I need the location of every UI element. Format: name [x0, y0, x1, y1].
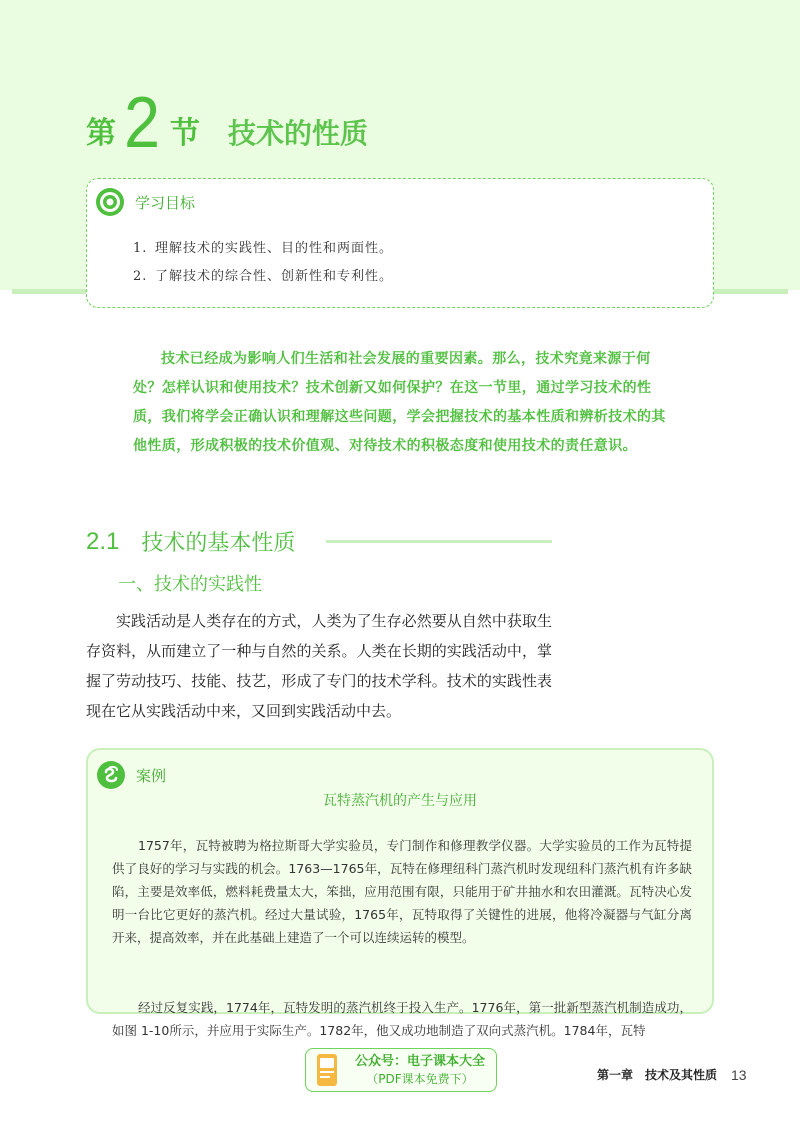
learning-goals-list — [133, 235, 393, 291]
chapter-number: 2 — [124, 83, 161, 163]
page-footer — [597, 1066, 747, 1083]
subsection-heading: 一、技术的实践性 — [118, 574, 262, 595]
section-number: 2.1 — [86, 527, 120, 555]
list-item-number: 1. — [133, 241, 148, 256]
badge-text — [346, 1053, 494, 1087]
case-title: 瓦特蒸汽机的产生与应用 — [323, 793, 477, 809]
book-icon — [316, 1053, 338, 1087]
list-item — [133, 263, 393, 291]
intro-paragraph: 技术已经成为影响人们生活和社会发展的重要因素。那么，技术究竟来源于何处？怎样认识和使用技术？技术创新又如何保护？在这一节里，通过学习技术的性质，我们将学会正确认识和理解这些问题，学会把握技术的基本性质和辨析技术的其他性质，形成积极的技术价值观、对待技术的积极态度和使用技术的责任意识。 — [133, 351, 666, 454]
chapter-suffix: 节 — [170, 116, 201, 151]
list-item-number: 2. — [133, 269, 148, 284]
section-title: 技术的基本性质 — [141, 531, 296, 556]
chapter-name: 技术的性质 — [228, 117, 369, 150]
learning-goals-header — [95, 187, 195, 217]
case-paragraph: 经过反复实践，1774年，瓦特发明的蒸汽机终于投入生产。1776年，第一批新型蒸汽机制造成功，如图 1-10所示，并应用于实际生产。1782年，他又成功地制造了双向式蒸汽机。1784年，瓦特 — [112, 1000, 692, 1038]
body-paragraph: 实践活动是人类存在的方式，人类为了生存必然要从自然中获取生存资料，从而建立了一种与自然的关系。人类在长期的实践活动中，掌握了劳动技巧、技能、技艺，形成了专门的技术学科。技术的实践性表现在它从实践活动中来，又回到实践活动中去。 — [86, 612, 552, 720]
section-heading — [86, 526, 295, 557]
case-header — [96, 760, 166, 790]
badge-line-2: （PDF课本免费下） — [366, 1072, 474, 1086]
case-box — [86, 748, 714, 1038]
case-label: 案例 — [136, 766, 167, 785]
watermark-badge — [305, 1048, 497, 1092]
case-paragraph: 1757年，瓦特被聘为格拉斯哥大学实验员，专门制作和修理教学仪器。大学实验员的工作为瓦特提供了良好的学习与实践的机会。1763—1765年，瓦特在修理纽科门蒸汽机时发现纽科门蒸汽机有许多缺陷，主要是效率低，燃料耗费量太大，笨拙，应用范围有限，只能用于矿井抽水和农田灌溉。瓦特决心发明一台比它更好的蒸汽机。经过大量试验，1765年，瓦特取得了关键性的进展，他将冷凝器与气缸分离开来，提高效率，并在此基础上建造了一个可以连续运转的模型。 — [112, 838, 692, 945]
page-number: 13 — [731, 1066, 747, 1083]
target-icon — [95, 187, 125, 217]
chapter-prefix: 第 — [86, 116, 116, 151]
learning-goals-label: 学习目标 — [135, 193, 196, 212]
list-item-text: 了解技术的综合性、创新性和专利性。 — [155, 269, 394, 284]
badge-line-1: 公众号：电子课本大全 — [354, 1054, 485, 1069]
footer-chapter: 第一章 技术及其性质 — [597, 1068, 718, 1082]
case-icon — [96, 760, 126, 790]
learning-goals-box — [86, 178, 714, 308]
list-item — [133, 235, 393, 263]
section-rule — [326, 540, 552, 543]
chapter-title — [86, 83, 369, 163]
list-item-text: 理解技术的实践性、目的性和两面性。 — [155, 241, 394, 256]
